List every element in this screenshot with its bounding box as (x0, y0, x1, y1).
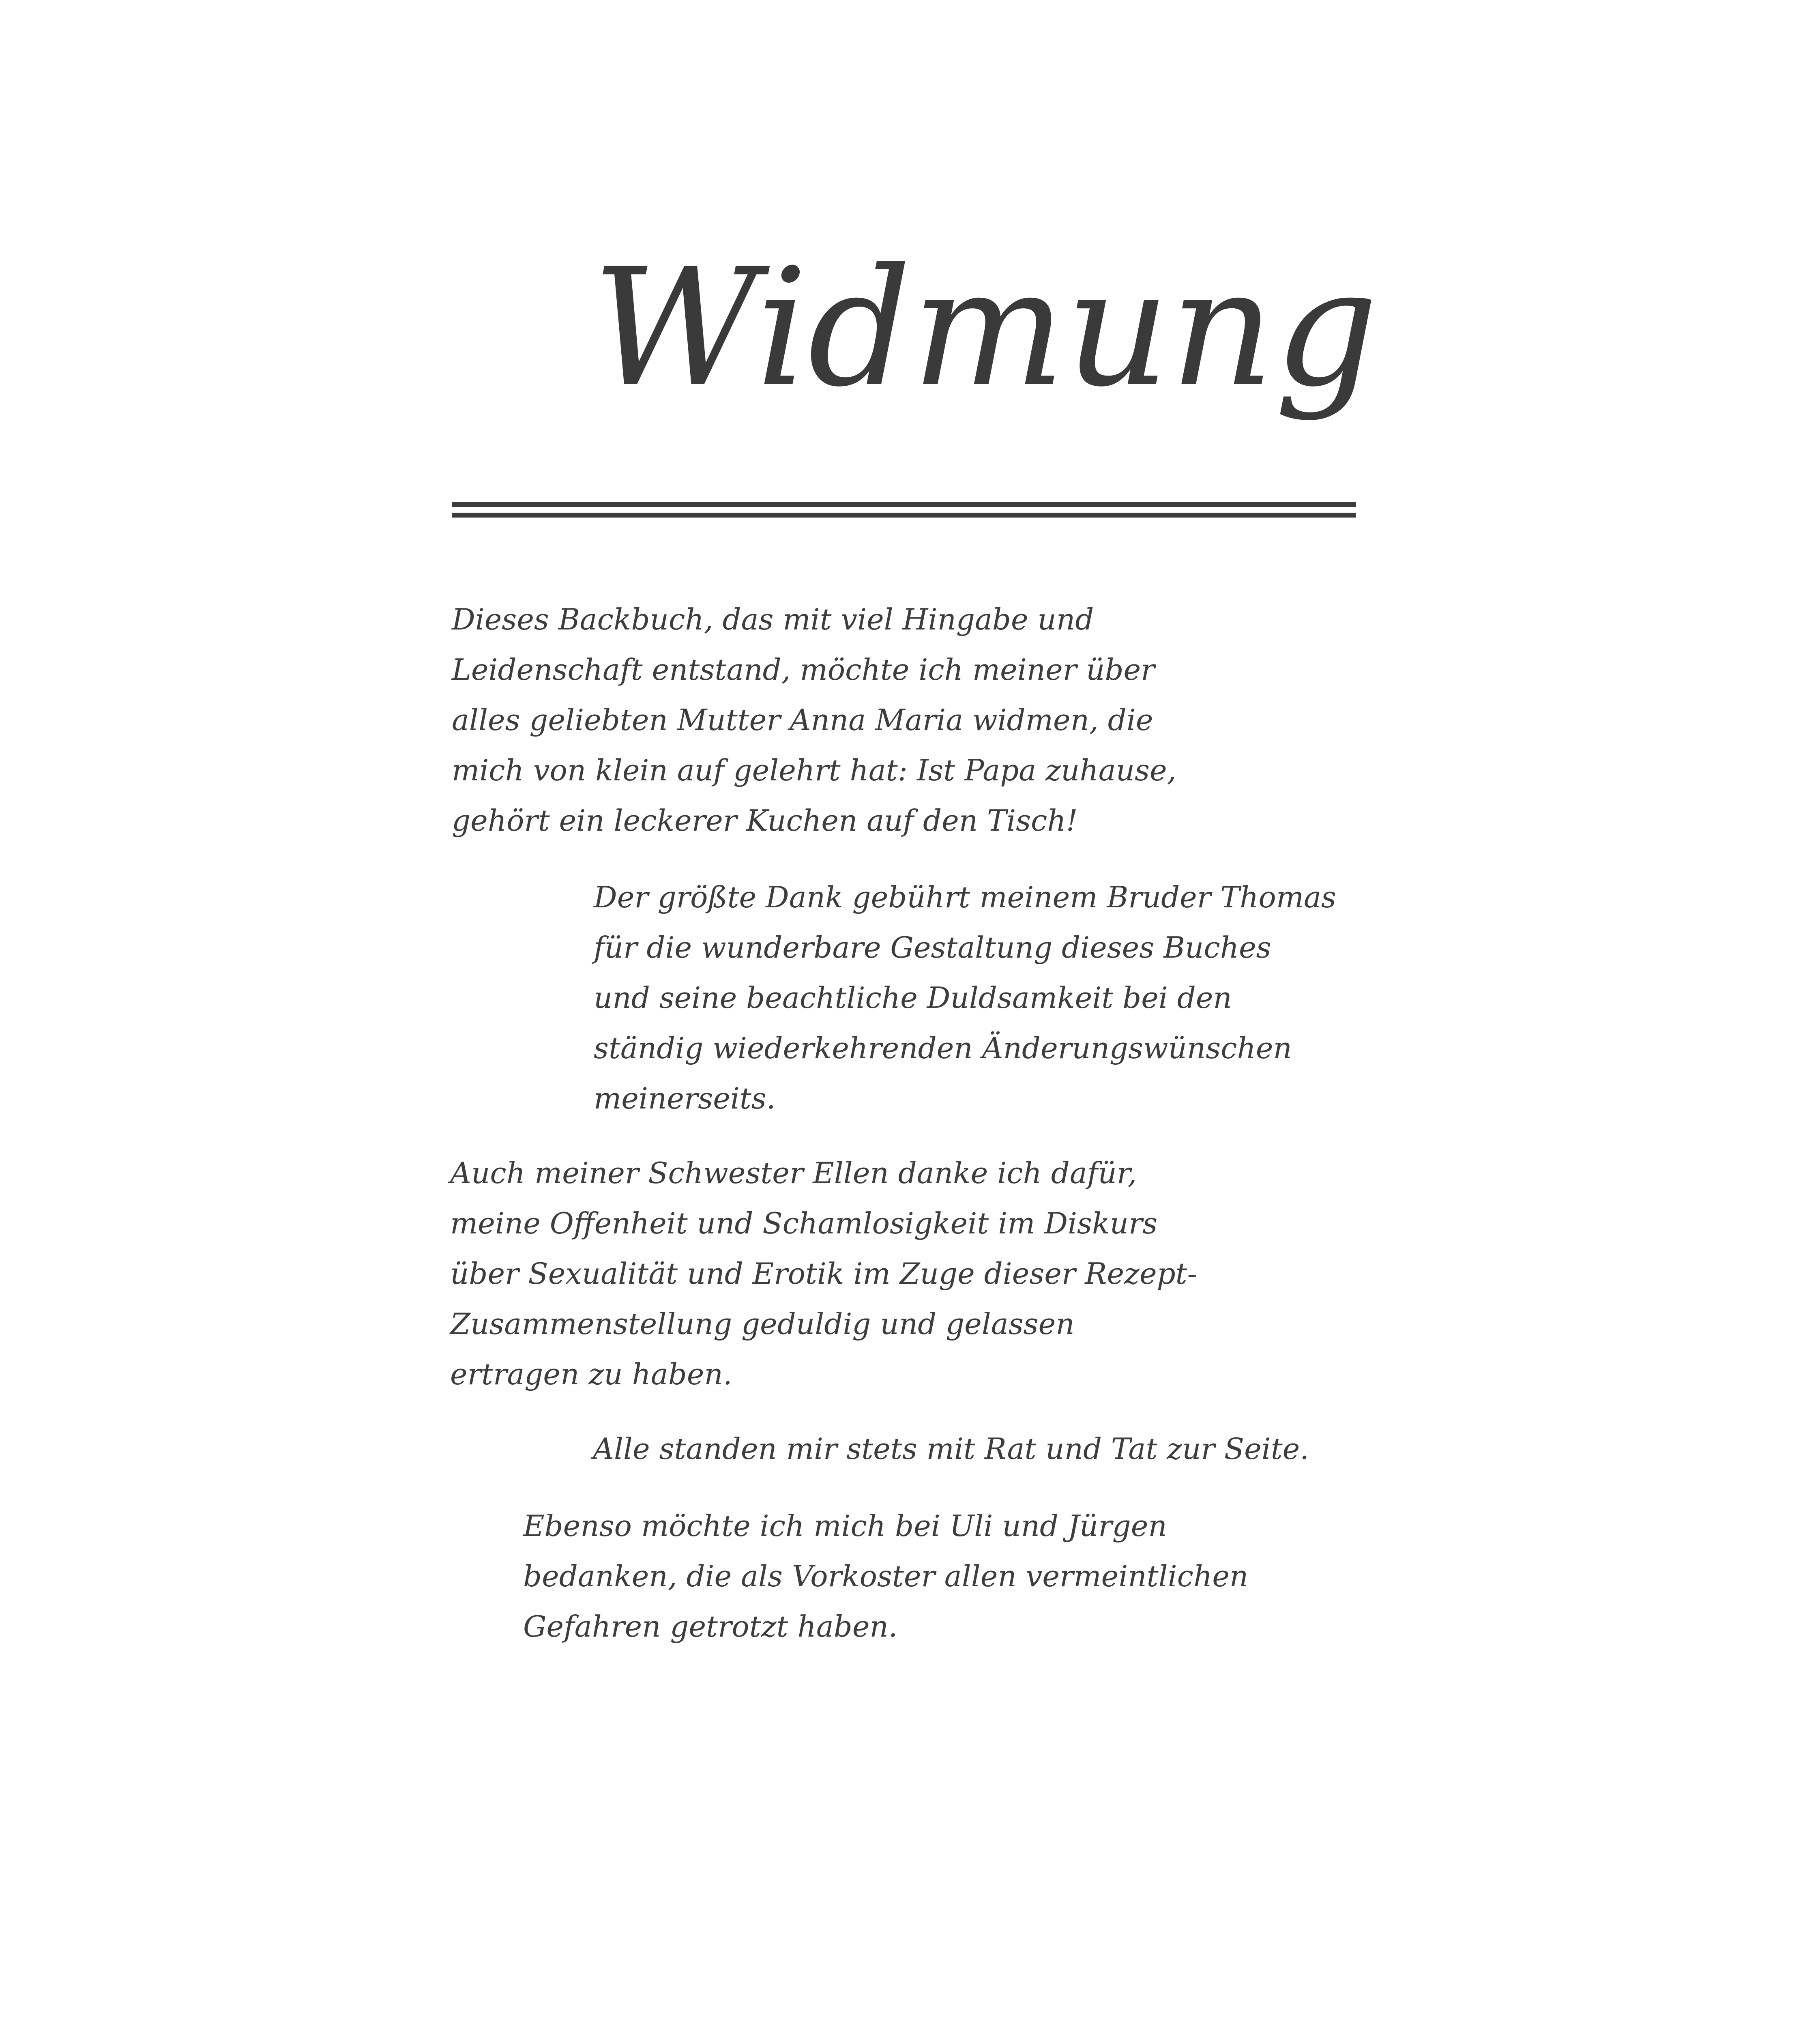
text-line: Alle standen mir stets mit Rat und Tat zur Seite. (593, 1432, 1309, 1466)
text-line: mich von klein auf gelehrt hat: Ist Papa zuhause, (452, 753, 1176, 787)
text-line: meinerseits. (594, 1081, 776, 1115)
text-line: meine Offenheit und Schamlosigkeit im Diskurs (450, 1206, 1158, 1240)
text-line: Zusammenstellung geduldig und gelassen (450, 1307, 1075, 1341)
text-line: Gefahren getrotzt haben. (523, 1609, 898, 1643)
dedication-paragraph-brother (594, 872, 1336, 1124)
text-line: gehört ein leckerer Kuchen auf den Tisch! (452, 803, 1078, 838)
text-line: ertragen zu haben. (450, 1357, 732, 1391)
title-rule-bottom (452, 513, 1356, 518)
text-line: alles geliebten Mutter Anna Maria widmen, die (452, 703, 1153, 737)
text-line: Der größte Dank gebührt meinem Bruder Thomas (594, 880, 1336, 914)
text-line: Leidenschaft entstand, möchte ich meiner über (452, 653, 1155, 687)
dedication-paragraph-support (593, 1424, 1309, 1474)
text-line: Dieses Backbuch, das mit viel Hingabe und (452, 602, 1094, 636)
text-line: und seine beachtliche Duldsamkeit bei den (594, 981, 1232, 1015)
text-line: bedanken, die als Vorkoster allen vermeintlichen (523, 1559, 1249, 1593)
page-title: Widmung (592, 234, 1378, 423)
text-line: Ebenso möchte ich mich bei Uli und Jürgen (523, 1509, 1167, 1543)
text-line: über Sexualität und Erotik im Zuge dieser Rezept- (450, 1257, 1197, 1291)
dedication-paragraph-mother (452, 594, 1176, 846)
dedication-paragraph-tasters (523, 1501, 1248, 1652)
text-line: ständig wiederkehrenden Änderungswünschen (594, 1031, 1292, 1065)
title-rule-top (452, 502, 1356, 507)
text-line: Auch meiner Schwester Ellen danke ich dafür, (450, 1156, 1137, 1190)
text-line: für die wunderbare Gestaltung dieses Buches (594, 930, 1271, 965)
dedication-paragraph-sister (450, 1148, 1197, 1399)
